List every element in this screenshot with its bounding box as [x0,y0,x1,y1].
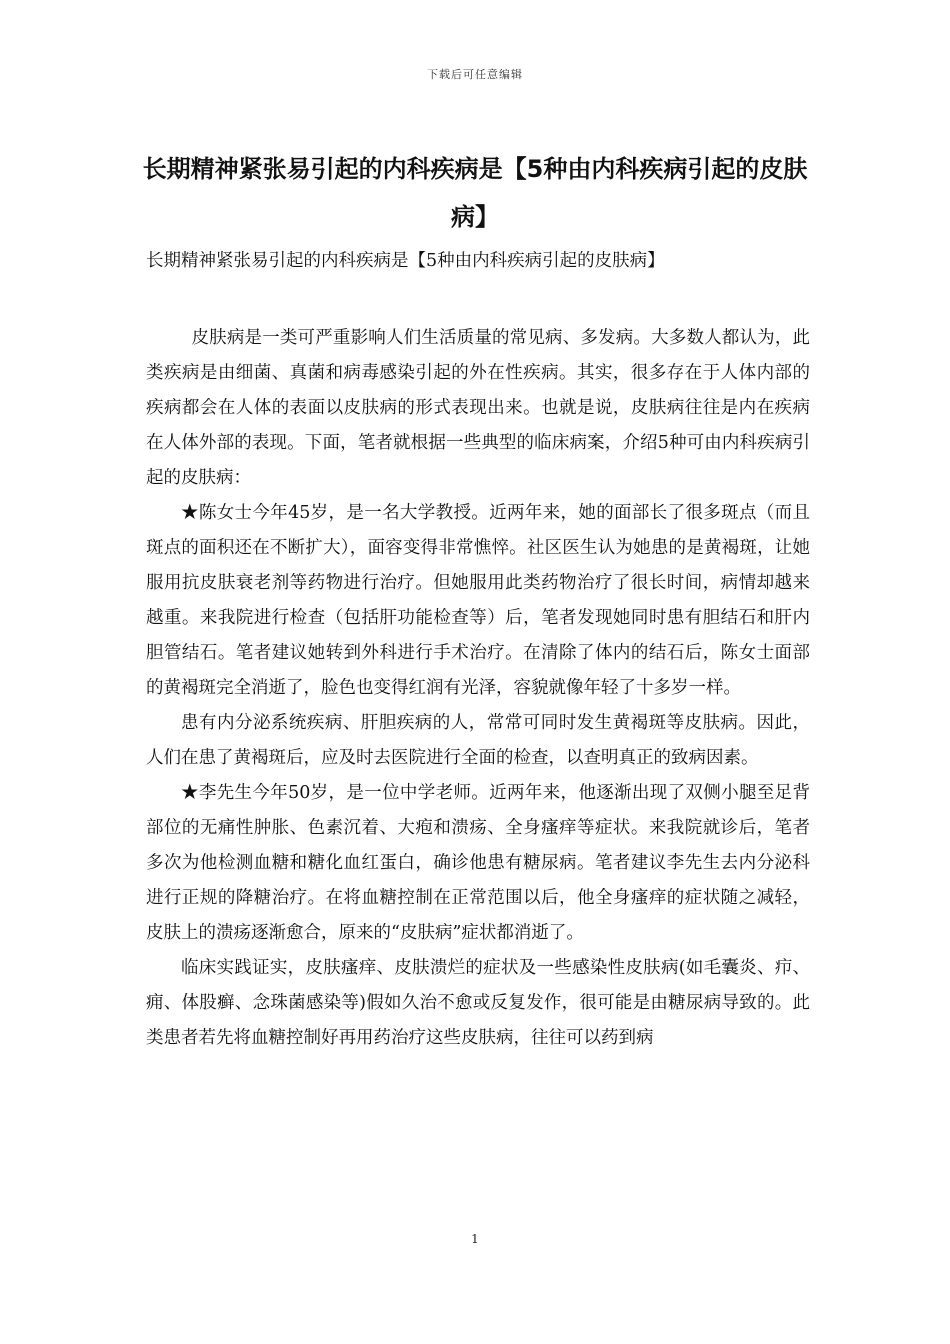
paragraph-li-summary: 临床实践证实，皮肤瘙痒、皮肤溃烂的症状及一些感染性皮肤病(如毛囊炎、疖、痈、体股癣、念珠菌感染等)假如久治不愈或反复发作，很可能是由糖尿病导致的。此类患者若先将血糖控制好再用药治疗这些皮肤病，往往可以药到病 [146,958,810,1048]
page-title: 长期精神紧张易引起的内科疾病是【5种由内科疾病引起的皮肤病】 [142,155,808,231]
page-subtitle: 长期精神紧张易引起的内科疾病是【5种由内科疾病引起的皮肤病】 [146,251,665,271]
paragraph-chen-summary: 患有内分泌系统疾病、肝胆疾病的人，常常可同时发生黄褐斑等皮肤病。因此，人们在患了黄褐斑后，应及时去医院进行全面的检查，以查明真正的致病因素。 [146,713,810,768]
header-note: 下载后可任意编辑 [427,68,523,81]
paragraph-case-li: ★李先生今年50岁，是一位中学老师。近两年来，他逐渐出现了双侧小腿至足背部位的无痛性肿胀、色素沉着、大疱和溃疡、全身瘙痒等症状。来我院就诊后，笔者多次为他检测血糖和糖化血红蛋白，确诊他患有糖尿病。笔者建议李先生去内分泌科进行正规的降糖治疗。在将血糖控制在正常范围以后，他全身瘙痒的症状随之减轻，皮肤上的溃疡逐渐愈合，原来的“皮肤病”症状都消逝了。 [146,783,810,943]
article-body [146,321,810,1056]
page-number: 1 [471,1232,479,1246]
paragraph-case-chen: ★陈女士今年45岁，是一名大学教授。近两年来，她的面部长了很多斑点（而且斑点的面积还在不断扩大），面容变得非常憔悴。社区医生认为她患的是黄褐斑，让她服用抗皮肤衰老剂等药物进行治疗。但她服用此类药物治疗了很长时间，病情却越来越重。来我院进行检查（包括肝功能检查等）后，笔者发现她同时患有胆结石和肝内胆管结石。笔者建议她转到外科进行手术治疗。在清除了体内的结石后，陈女士面部的黄褐斑完全消逝了，脸色也变得红润有光泽，容貌就像年轻了十多岁一样。 [146,503,810,698]
paragraph-intro: 皮肤病是一类可严重影响人们生活质量的常见病、多发病。大多数人都认为，此类疾病是由细菌、真菌和病毒感染引起的外在性疾病。其实，很多存在于人体内部的疾病都会在人体的表面以皮肤病的形式表现出来。也就是说，皮肤病往往是内在疾病在人体外部的表现。下面，笔者就根据一些典型的临床病案，介绍5种可由内科疾病引起的皮肤病： [146,328,810,488]
